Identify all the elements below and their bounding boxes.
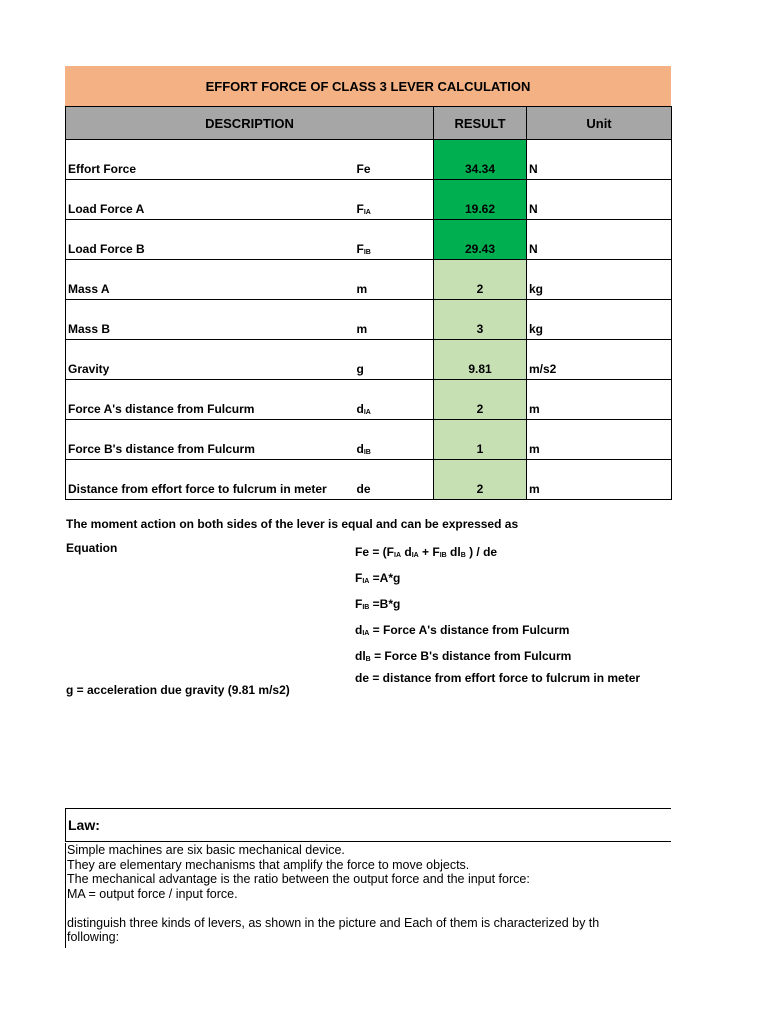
row-symbol: g bbox=[356, 362, 364, 376]
equation-main: $Fe = (F_{IA}$ $d_{IA} + F_{IB}$ $dl_B$ ) / de bbox=[355, 545, 498, 559]
law-line: Simple machines are six basic mechanical device. bbox=[67, 843, 345, 857]
row-unit: m/s2 bbox=[527, 340, 672, 380]
row-description: Mass B bbox=[66, 300, 355, 340]
table-row bbox=[66, 380, 672, 420]
law-heading: Law: bbox=[65, 808, 671, 842]
table-row bbox=[66, 180, 672, 220]
row-result[interactable]: 3 bbox=[434, 300, 527, 340]
gravity-note: g = acceleration due gravity (9.81 m/s2) bbox=[66, 683, 290, 697]
row-result[interactable]: 1 bbox=[434, 420, 527, 460]
row-symbol: $F_{IB}$ bbox=[356, 242, 371, 256]
row-unit: kg bbox=[527, 260, 672, 300]
table-row bbox=[66, 140, 672, 180]
row-description: Force A's distance from Fulcurm bbox=[66, 380, 355, 420]
row-unit: m bbox=[527, 420, 672, 460]
row-unit: N bbox=[527, 140, 672, 180]
table-row bbox=[66, 460, 672, 500]
header-result: RESULT bbox=[434, 107, 527, 140]
law-line: following: bbox=[67, 930, 120, 944]
table-row bbox=[66, 340, 672, 380]
row-symbol: $d_{IA}$ bbox=[356, 402, 371, 416]
row-symbol: $d_{IB}$ bbox=[356, 442, 371, 456]
table-row bbox=[66, 260, 672, 300]
moment-note: The moment action on both sides of the lever is equal and can be expressed as bbox=[66, 517, 519, 531]
law-line: The mechanical advantage is the ratio between the output force and the input force: bbox=[67, 872, 530, 886]
equation-lines bbox=[355, 541, 640, 689]
row-symbol: de bbox=[356, 482, 371, 496]
row-description: Gravity bbox=[66, 340, 355, 380]
table-header-row bbox=[66, 107, 672, 140]
row-unit: N bbox=[527, 180, 672, 220]
law-line: They are elementary mechanisms that amplify the force to move objects. bbox=[67, 857, 470, 872]
equation-fib: $F_{IB} =B*g$ bbox=[355, 597, 401, 611]
table-row bbox=[66, 300, 672, 340]
row-description: Force B's distance from Fulcurm bbox=[66, 420, 355, 460]
law-text bbox=[65, 843, 671, 948]
equation-fia: $F_{IA} =A*g$ bbox=[355, 571, 401, 585]
header-unit: Unit bbox=[527, 107, 672, 140]
row-unit: m bbox=[527, 380, 672, 420]
calculation-table bbox=[65, 106, 672, 500]
law-line: distinguish three kinds of levers, as shown in the picture and Each of them is characterized by th bbox=[67, 915, 600, 930]
row-description: Distance from effort force to fulcrum in meter bbox=[66, 460, 355, 500]
table-row bbox=[66, 420, 672, 460]
table-body bbox=[66, 140, 672, 500]
equation-de: de = distance from effort force to fulcrum in meter bbox=[355, 671, 641, 685]
row-description: Mass A bbox=[66, 260, 355, 300]
row-result[interactable]: 2 bbox=[434, 260, 527, 300]
row-symbol: m bbox=[356, 282, 368, 296]
equation-label: Equation bbox=[66, 541, 118, 555]
row-description: Load Force B bbox=[66, 220, 355, 260]
row-result[interactable]: 19.62 bbox=[434, 180, 527, 220]
sheet-title: EFFORT FORCE OF CLASS 3 LEVER CALCULATION bbox=[65, 66, 671, 106]
row-unit: N bbox=[527, 220, 672, 260]
row-symbol: Fe bbox=[356, 162, 371, 176]
row-description: Effort Force bbox=[66, 140, 355, 180]
law-line bbox=[67, 901, 671, 916]
equation-dlb: $dl_B$ = Force B's distance from Fulcurm bbox=[355, 649, 572, 663]
row-result[interactable]: 2 bbox=[434, 460, 527, 500]
row-result[interactable]: 2 bbox=[434, 380, 527, 420]
row-result[interactable]: 34.34 bbox=[434, 140, 527, 180]
table-row bbox=[66, 220, 672, 260]
header-description: DESCRIPTION bbox=[66, 107, 434, 140]
row-unit: kg bbox=[527, 300, 672, 340]
row-result[interactable]: 29.43 bbox=[434, 220, 527, 260]
equation-dia: $d_{IA}$ = Force A's distance from Fulcurm bbox=[355, 623, 570, 637]
row-result[interactable]: 9.81 bbox=[434, 340, 527, 380]
row-description: Load Force A bbox=[66, 180, 355, 220]
row-symbol: m bbox=[356, 322, 368, 336]
law-line: MA = output force / input force. bbox=[67, 886, 238, 901]
row-unit: m bbox=[527, 460, 672, 500]
row-symbol: $F_{IA}$ bbox=[356, 202, 371, 216]
